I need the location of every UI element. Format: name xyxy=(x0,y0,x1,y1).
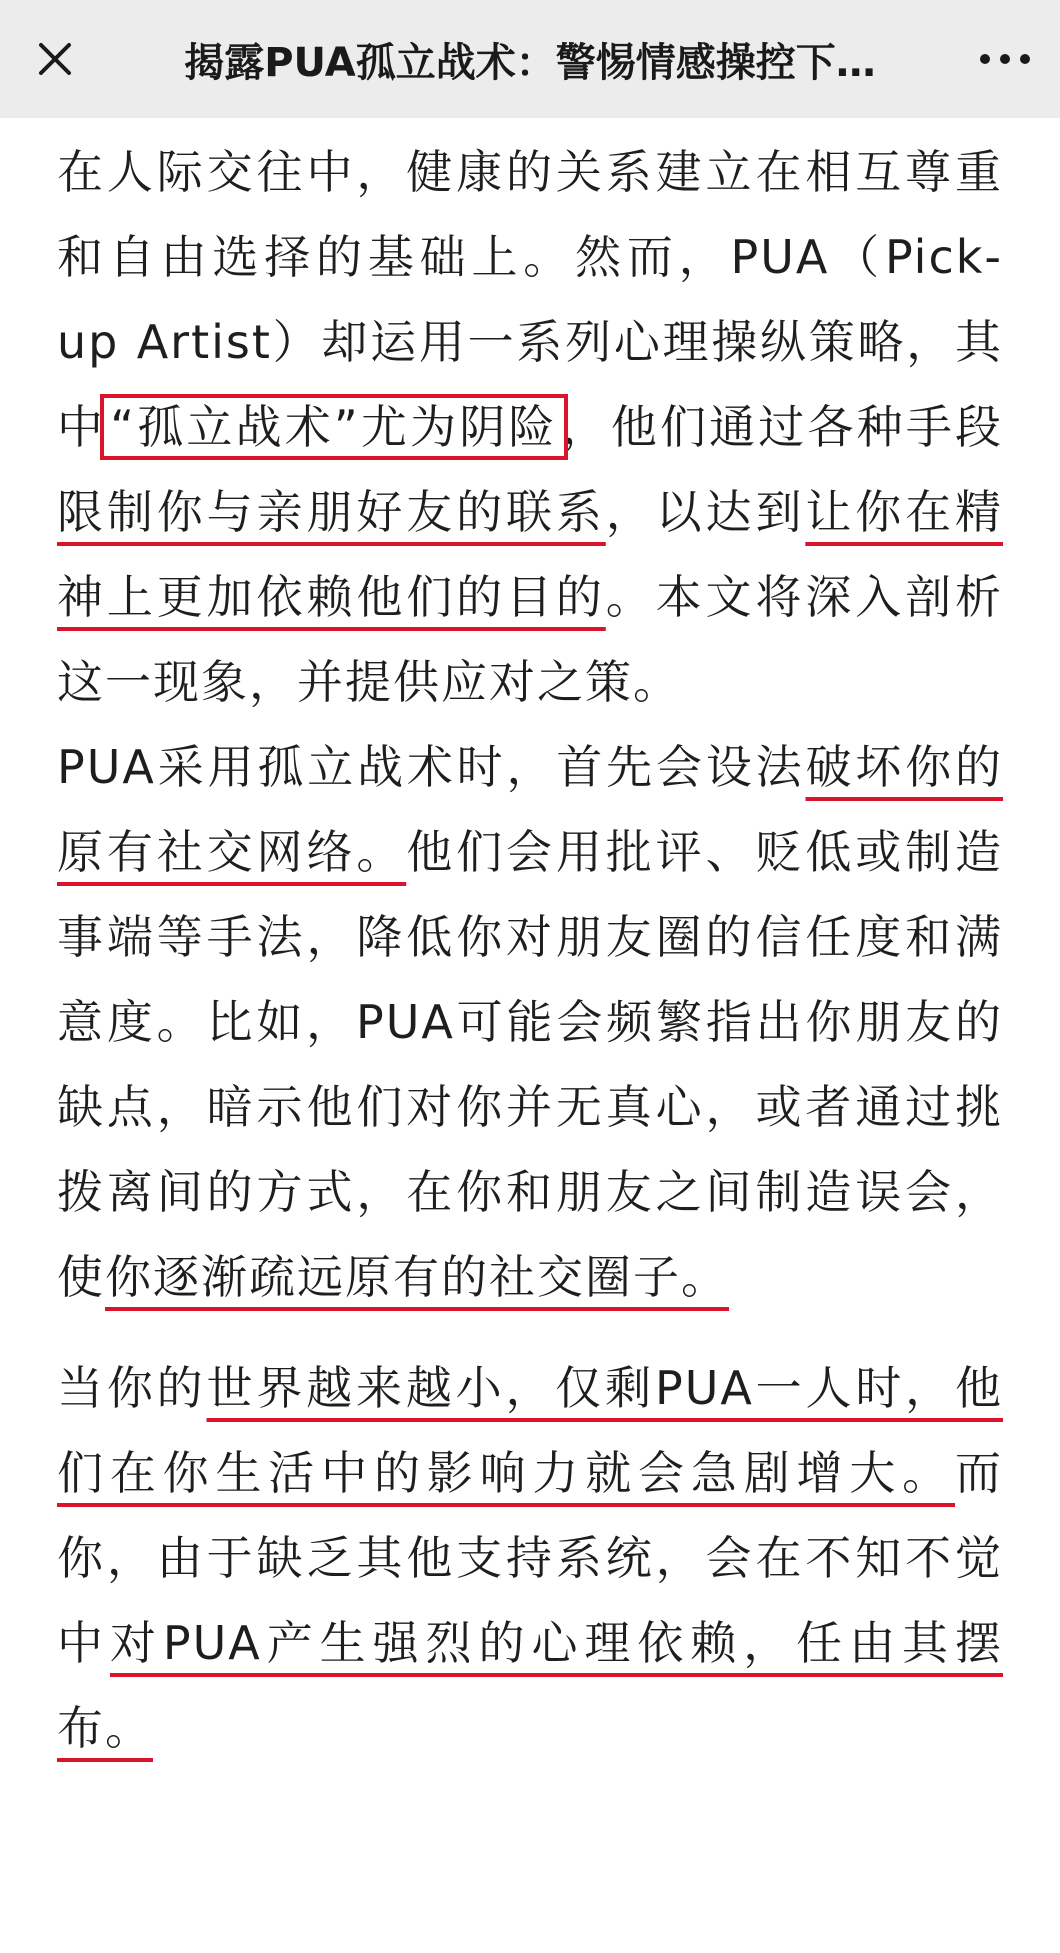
text-segment: 他们会用批评、贬低或制造事端等手法，降低你对朋友圈的信任度和满意度。比如，PUA可能会频繁指出你朋友的缺点，暗示他们对你并无真心，或者通过挑拨离间的方式，在你和朋友之间制造误会，使 xyxy=(57,825,1004,1304)
text-segment: 当你的 xyxy=(57,1361,207,1415)
paragraph-intro xyxy=(57,130,1003,725)
underlined-phrase: 世界越来越小，仅剩PUA一人时，他们在你生活中的影响力就会急剧增大。 xyxy=(57,1361,1003,1500)
underlined-phrase: 让你在精神上更加依赖他们的目的 xyxy=(57,485,1004,624)
paragraph-tactics xyxy=(57,725,1003,1320)
article-body xyxy=(57,130,1003,1771)
text-segment: 。本文将深入剖析这一现象，并提供应对之策。 xyxy=(57,570,1004,709)
page-title: 揭露PUA孤立战术：警惕情感操控下… xyxy=(184,39,876,86)
text-segment: ，以达到 xyxy=(605,485,806,539)
underlined-phrase: 对PUA产生强烈的心理依赖，任由其摆布。 xyxy=(57,1616,1003,1755)
text-segment: PUA采用孤立战术时，首先会设法 xyxy=(57,740,806,794)
underlined-phrase: 破坏你的原有社交网络。 xyxy=(57,740,1003,879)
highlighted-phrase-box: “孤立战术”尤为阴险 xyxy=(106,400,561,454)
top-navigation-bar xyxy=(0,0,1060,118)
text-segment: ，他们通过各种手段 xyxy=(561,400,1004,454)
close-button[interactable] xyxy=(0,0,110,118)
underlined-phrase: 限制你与亲朋好友的联系 xyxy=(57,485,606,539)
paragraph-dependence xyxy=(57,1346,1003,1771)
underlined-phrase: 你逐渐疏远原有的社交圈子。 xyxy=(105,1250,729,1304)
more-options-button[interactable] xyxy=(950,0,1060,118)
text-segment: 而你，由于缺乏其他支持系统，会在不知不觉中 xyxy=(57,1446,1003,1670)
more-dots-icon xyxy=(975,49,1035,69)
close-icon xyxy=(35,39,75,79)
text-segment: 在人际交往中，健康的关系建立在相互尊重和自由选择的基础上。然而，PUA（Pick-up Artist）却运用一系列心理操纵策略，其中 xyxy=(57,145,1003,454)
